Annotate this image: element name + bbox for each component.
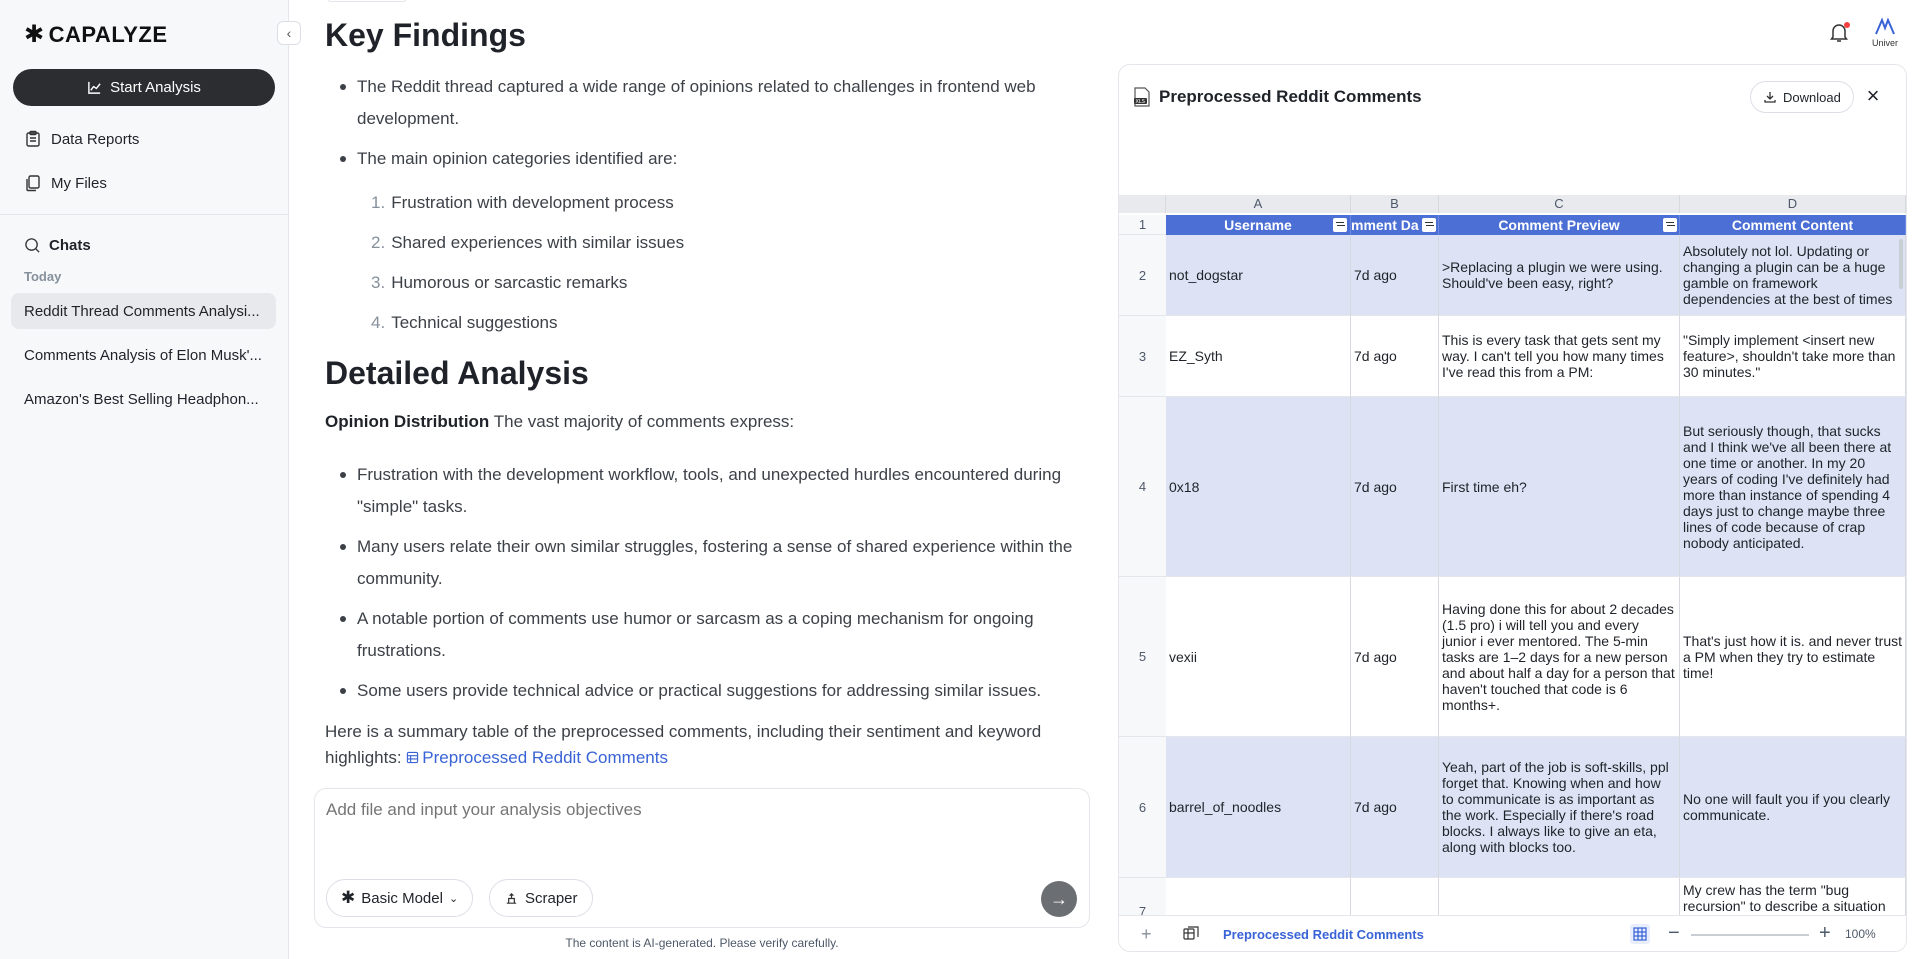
notifications-button[interactable] xyxy=(1827,20,1851,44)
spreadsheet-grid[interactable] xyxy=(1119,129,1906,915)
list-item: The main opinion categories identified are: xyxy=(357,143,1077,175)
download-icon xyxy=(1763,90,1777,104)
panel-header xyxy=(1119,65,1906,129)
sidebar xyxy=(0,0,292,959)
key-findings-list xyxy=(357,71,1077,183)
header-comment-date[interactable]: mment Da xyxy=(1351,215,1439,235)
scraper-icon xyxy=(504,891,519,906)
xls-file-icon xyxy=(1133,87,1151,107)
chat-search-icon xyxy=(24,237,41,254)
vertical-scrollbar[interactable] xyxy=(1899,239,1903,289)
nav-my-files[interactable] xyxy=(24,174,107,192)
download-label: Download xyxy=(1783,89,1841,105)
list-item: The Reddit thread captured a wide range of opinions related to challenges in frontend web development. xyxy=(357,71,1077,135)
model-select-label: Basic Model xyxy=(361,889,443,907)
collapse-sidebar-button[interactable] xyxy=(277,21,301,45)
filter-icon[interactable] xyxy=(1333,218,1347,232)
model-select-button[interactable] xyxy=(326,879,473,917)
cell-content[interactable]: "Simply implement <insert new feature>, shouldn't take more than 30 minutes." xyxy=(1680,316,1906,396)
scraper-button[interactable] xyxy=(489,879,593,917)
cell-date[interactable]: 7d ago xyxy=(1351,397,1439,576)
start-analysis-button[interactable] xyxy=(13,69,275,106)
org-avatar-label: Univer xyxy=(1871,38,1898,48)
list-item xyxy=(371,227,684,259)
cell-preview[interactable]: First time eh? xyxy=(1439,397,1680,576)
chat-item-label: Amazon's Best Selling Headphon... xyxy=(24,390,259,408)
chat-item-label: Comments Analysis of Elon Musk'... xyxy=(24,346,262,364)
row-number[interactable]: 2 xyxy=(1119,235,1166,316)
add-sheet-icon[interactable]: + xyxy=(1141,924,1152,944)
table-header-row xyxy=(1166,215,1906,235)
table-row[interactable] xyxy=(1166,577,1906,737)
row-number[interactable]: 3 xyxy=(1119,316,1166,397)
svg-text:XLS: XLS xyxy=(1135,99,1145,105)
list-item: Some users provide technical advice or practical suggestions for addressing similar issues. xyxy=(357,675,1077,707)
list-item xyxy=(371,267,684,299)
gridlines-toggle[interactable] xyxy=(1630,924,1650,944)
asterisk-model-icon: ✱ xyxy=(341,888,356,907)
cell-content[interactable]: That's just how it is. and never trust a PM when they try to estimate time! xyxy=(1680,577,1906,736)
opinion-distribution-label: Opinion Distribution xyxy=(325,412,490,431)
list-text: Technical suggestions xyxy=(391,313,558,332)
analysis-objectives-input[interactable] xyxy=(326,800,1066,820)
list-number: 2. xyxy=(371,233,386,252)
list-text: Frustration with development process xyxy=(391,193,674,212)
list-item: Frustration with the development workflow, tools, and unexpected hurdles encountered during "simple" tasks. xyxy=(357,459,1077,523)
close-icon: × xyxy=(1866,83,1880,108)
org-avatar[interactable] xyxy=(1871,16,1899,50)
filter-icon[interactable] xyxy=(1663,218,1677,232)
list-item xyxy=(371,307,684,339)
cell-username[interactable]: EZ_Syth xyxy=(1166,316,1351,396)
notification-dot xyxy=(1844,22,1850,28)
chat-item-reddit[interactable] xyxy=(11,293,276,329)
summary-paragraph xyxy=(325,719,1085,771)
clipboard-icon xyxy=(24,130,42,148)
row-number[interactable]: 5 xyxy=(1119,577,1166,737)
brand-logo[interactable] xyxy=(24,20,168,49)
list-item: A notable portion of comments use humor or sarcasm as a coping mechanism for ongoing frustrations. xyxy=(357,603,1077,667)
detail-list xyxy=(357,459,1077,715)
composer xyxy=(314,788,1090,928)
zoom-level: 100% xyxy=(1845,927,1876,941)
chat-item-amazon[interactable] xyxy=(11,381,276,417)
column-header-b[interactable]: B xyxy=(1351,195,1439,213)
table-row[interactable] xyxy=(1166,397,1906,577)
key-findings-heading: Key Findings xyxy=(325,17,526,53)
list-text: Shared experiences with similar issues xyxy=(391,233,685,252)
start-analysis-label: Start Analysis xyxy=(110,79,201,96)
column-header-a[interactable]: A xyxy=(1166,195,1351,213)
summary-table-link[interactable] xyxy=(406,748,668,767)
row-number[interactable]: 6 xyxy=(1119,737,1166,878)
nav-my-files-label: My Files xyxy=(51,174,107,192)
table-row[interactable] xyxy=(1166,316,1906,397)
cell-content[interactable]: No one will fault you if you clearly communicate. xyxy=(1680,737,1906,877)
nav-data-reports[interactable] xyxy=(24,130,139,148)
cell-date[interactable] xyxy=(1351,878,1439,915)
cell-preview[interactable]: This is every task that gets sent my way. I can't tell you how many times I've read this from a PM: xyxy=(1439,316,1680,396)
sidebar-divider xyxy=(0,214,289,215)
cell-date[interactable]: 7d ago xyxy=(1351,577,1439,736)
table-row[interactable] xyxy=(1166,235,1906,316)
cell-preview[interactable]: Having done this for about 2 decades (1.5 pro) i will tell you and every junior i ever mentored. The 5-min tasks are 1–2 days for a new person and about half a day for a person that haven't touched that code is 6 months+. xyxy=(1439,577,1680,736)
chart-line-icon xyxy=(87,80,102,95)
cell-content[interactable]: Absolutely not lol. Updating or changing a plugin can be a huge gamble on framework dependencies at the best of times xyxy=(1680,235,1906,315)
cell-username[interactable] xyxy=(1166,878,1351,915)
table-row[interactable] xyxy=(1166,737,1906,878)
row-number[interactable]: 4 xyxy=(1119,397,1166,577)
brand-logo-text: CAPALYZE xyxy=(48,21,168,47)
cell-preview[interactable] xyxy=(1439,878,1680,915)
list-number: 4. xyxy=(371,313,386,332)
column-header-d[interactable]: D xyxy=(1680,195,1906,213)
chats-heading-label: Chats xyxy=(49,237,91,254)
column-header-c[interactable]: C xyxy=(1439,195,1680,213)
cell-content[interactable]: My crew has the term "bug recursion" to describe a situation xyxy=(1680,878,1906,915)
panel-title: Preprocessed Reddit Comments xyxy=(1159,87,1422,106)
cell-preview[interactable]: Yeah, part of the job is soft-skills, ppl forget that. Knowing when and how to communicate is as important as the work. Especially if there's road blocks. I always like to give an eta, along with blocks too. xyxy=(1439,737,1680,877)
header-username[interactable]: Username xyxy=(1166,215,1351,235)
detailed-analysis-heading: Detailed Analysis xyxy=(325,355,589,391)
spreadsheet-panel xyxy=(1118,64,1907,952)
univer-logo-icon xyxy=(1873,16,1897,38)
cell-username[interactable]: not_dogstar xyxy=(1166,235,1351,315)
row-number[interactable]: 1 xyxy=(1119,215,1166,235)
zoom-out-button[interactable]: − xyxy=(1668,922,1680,944)
table-icon xyxy=(406,751,419,764)
row-number[interactable]: 7 xyxy=(1119,878,1166,915)
list-number: 3. xyxy=(371,273,386,292)
zoom-slider[interactable] xyxy=(1691,934,1809,936)
cell-content[interactable]: But seriously though, that sucks and I think we've all been there at one time or another. In my 20 years of coding I've definitely had more than instance of spending 4 days just to change maybe three lines of code because of crap nobody anticipated. xyxy=(1680,397,1906,576)
list-text: Humorous or sarcastic remarks xyxy=(391,273,628,292)
header-comment-preview[interactable]: Comment Preview xyxy=(1439,215,1680,235)
sheet-footer xyxy=(1119,915,1906,952)
summary-text: Here is a summary table of the preprocessed comments, including their sentiment and keyword highlights: xyxy=(325,722,1042,767)
list-item: Many users relate their own similar struggles, fostering a sense of shared experience within the community. xyxy=(357,531,1077,595)
categories-list xyxy=(371,187,684,347)
chat-item-elon[interactable] xyxy=(11,337,276,373)
opinion-distribution-intro: The vast majority of comments express: xyxy=(489,412,795,431)
cell-date[interactable]: 7d ago xyxy=(1351,737,1439,877)
filter-icon[interactable] xyxy=(1422,218,1436,232)
chats-heading xyxy=(24,237,91,254)
summary-table-link-label: Preprocessed Reddit Comments xyxy=(422,748,668,767)
sheet-tab[interactable]: Preprocessed Reddit Comments xyxy=(1223,927,1424,942)
nav-data-reports-label: Data Reports xyxy=(51,130,140,148)
list-number: 1. xyxy=(371,193,386,212)
today-label: Today xyxy=(24,269,62,284)
header-comment-content[interactable]: Comment Content xyxy=(1680,215,1906,235)
opinion-distribution-paragraph xyxy=(325,409,1085,435)
cell-date[interactable]: 7d ago xyxy=(1351,316,1439,396)
files-icon xyxy=(24,174,42,192)
cell-date[interactable]: 7d ago xyxy=(1351,235,1439,315)
top-scroll-stub xyxy=(327,0,407,2)
zoom-in-button[interactable]: + xyxy=(1819,922,1831,944)
chat-item-label: Reddit Thread Comments Analysi... xyxy=(24,302,260,320)
arrow-right-icon: → xyxy=(1050,888,1068,909)
table-row[interactable] xyxy=(1166,878,1906,915)
ai-disclaimer: The content is AI-generated. Please verify carefully. xyxy=(565,936,839,950)
close-panel-button[interactable] xyxy=(1861,85,1885,109)
cell-preview[interactable]: >Replacing a plugin we were using. Should've been easy, right? xyxy=(1439,235,1680,315)
list-item xyxy=(371,187,684,219)
cell-username[interactable]: vexii xyxy=(1166,577,1351,736)
download-button[interactable] xyxy=(1750,81,1854,113)
chevron-down-icon: ⌄ xyxy=(448,892,459,905)
grid-icon xyxy=(1633,927,1647,941)
cell-username[interactable]: barrel_of_noodles xyxy=(1166,737,1351,877)
cell-username[interactable]: 0x18 xyxy=(1166,397,1351,576)
chevron-left-icon: ‹ xyxy=(286,25,292,41)
corner-cell[interactable] xyxy=(1119,195,1166,213)
sheet-list-icon[interactable] xyxy=(1183,926,1199,942)
asterisk-logo-icon: ✱ xyxy=(24,21,45,48)
scraper-label: Scraper xyxy=(525,889,578,907)
send-button[interactable] xyxy=(1041,881,1077,917)
